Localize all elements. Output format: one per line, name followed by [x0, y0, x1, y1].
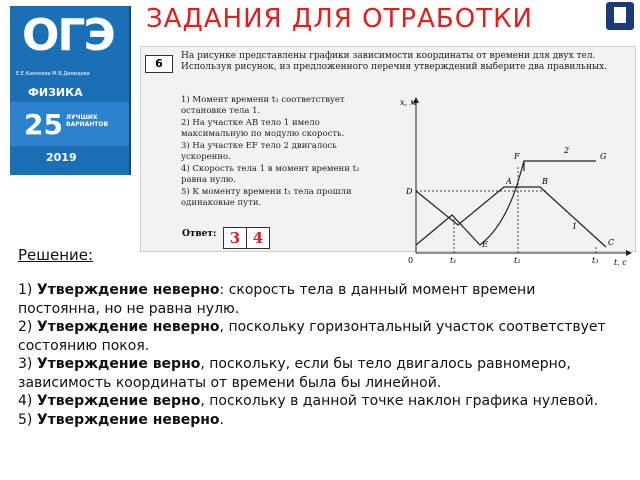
oge-logo: ОГЭ — [22, 10, 114, 61]
answer-box-2: 4 — [246, 227, 270, 249]
graph-line-body-2 — [416, 161, 596, 245]
book-year: 2019 — [46, 151, 77, 164]
solution-item: 4) Утверждение верно, поскольку в данной точке наклон графика нулевой. — [18, 393, 599, 409]
solution-item: 3) Утверждение верно, поскольку, если бы тело двигалось равномерно, зависимость координаты от времени была бы линейной. — [18, 356, 571, 391]
x-axis-label: t, с — [614, 258, 627, 265]
slide-title: ЗАДАНИЯ ДЛЯ ОТРАБОТКИ — [146, 4, 533, 34]
task-option: 3) На участке EF тело 2 двигалось ускоренно. — [181, 141, 337, 162]
curve-label-1: 1 — [572, 222, 578, 231]
y-axis-label: x, м — [400, 98, 417, 107]
solution-item: 5) Утверждение неверно. — [18, 411, 224, 428]
tick-t3: t₃ — [592, 256, 599, 265]
book-variants: ЛУЧШИХ ВАРИАНТОВ — [66, 114, 109, 128]
point-label-b: B — [542, 177, 548, 186]
task-number: 6 — [145, 55, 173, 73]
answer-box-1: 3 — [223, 227, 247, 249]
solution-heading: Решение: — [18, 246, 94, 264]
task-option: 4) Скорость тела 1 в момент времени t₂ равна нулю. — [181, 164, 360, 185]
book-subject: ФИЗИКА — [28, 86, 83, 99]
position-time-graph — [396, 95, 632, 265]
book-authors: Е.Е.Камзеева М.В.Демидова — [16, 71, 90, 77]
solution-list — [18, 281, 618, 429]
task-option: 5) К моменту времени t₁ тела прошли одинаковые пути. — [181, 187, 352, 208]
point-label-e: E — [482, 240, 488, 249]
publisher-logo-icon — [606, 2, 634, 30]
task-option: 2) На участке AB тело 1 имело максимальную по модулю скорость. — [181, 118, 345, 139]
book-number: 25 — [24, 108, 63, 141]
point-label-d: D — [406, 187, 413, 196]
tick-t2: t₂ — [514, 256, 521, 265]
origin-label: 0 — [408, 256, 414, 265]
curve-label-2: 2 — [564, 146, 570, 155]
tick-t1: t₁ — [450, 256, 457, 265]
graph-line-body-1 — [416, 187, 606, 247]
solution-item: 2) Утверждение неверно, поскольку горизонтальный участок соответствует состоянию покоя. — [18, 319, 606, 354]
answer-label: Ответ: — [182, 229, 217, 239]
point-label-f: F — [514, 152, 520, 161]
task-card — [140, 46, 636, 265]
point-label-a: A — [506, 177, 512, 186]
x-axis-arrow-icon — [626, 250, 632, 256]
point-label-c: C — [608, 238, 615, 247]
point-label-g: G — [600, 152, 607, 161]
task-option: 1) Момент времени t₃ соответствует остановке тела 1. — [181, 95, 345, 116]
task-intro: На рисунке представлены графики зависимости координаты от времени для двух тел. Используя рисунок, из предложенного перечня утверждений выберите два правильных. — [181, 51, 608, 72]
solution-item: 1) Утверждение неверно: скорость тела в данный момент времени постоянна, но не равна нулю. — [18, 282, 536, 317]
task-options — [181, 95, 386, 210]
book-cover — [10, 6, 131, 175]
